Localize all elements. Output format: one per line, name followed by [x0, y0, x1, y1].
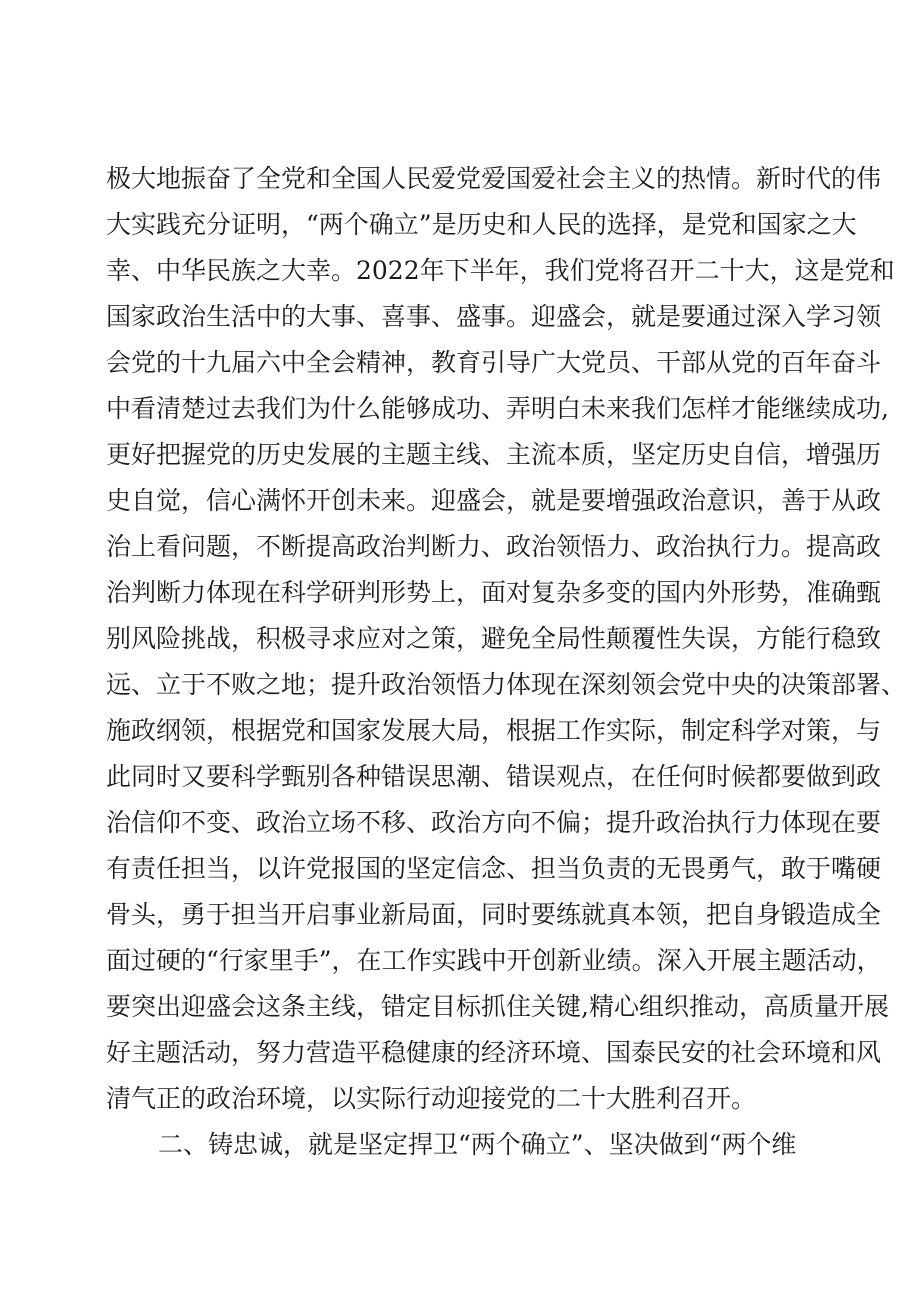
- text-line: 面过硬的“行家里手”，在工作实践中开创新业绩。深入开展主题活动，: [106, 946, 882, 975]
- text-line: 国家政治生活中的大事、喜事、盛事。迎盛会，就是要通过深入学习领: [106, 302, 882, 331]
- text-line: 要突出迎盛会这条主线，错定目标抓住关键,精心组织推动，高质量开展: [106, 992, 889, 1021]
- section-heading-line: 二、铸忠诚，就是坚定捍卫“两个确立”、坚决做到“两个维: [158, 1130, 797, 1159]
- text-line: 幸、中华民族之大幸。2022年下半年，我们党将召开二十大，这是党和: [106, 256, 895, 285]
- text-line: 治上看问题，不断提高政治判断力、政治领悟力、政治执行力。提高政: [106, 532, 882, 561]
- text-line: 远、立于不败之地；提升政治领悟力体现在深刻领会党中央的决策部署、: [106, 670, 907, 699]
- text-line: 中看清楚过去我们为什么能够成功、弄明白未来我们怎样才能继续成功,: [106, 394, 889, 423]
- text-line: 治信仰不变、政治立场不移、政治方向不偏；提升政治执行力体现在要: [106, 808, 882, 837]
- text-line: 骨头，勇于担当开启事业新局面，同时要练就真本领，把自身锻造成全: [106, 900, 882, 929]
- text-line: 好主题活动，努力营造平稳健康的经济环境、国泰民安的社会环境和风: [106, 1038, 882, 1067]
- text-line: 更好把握党的历史发展的主题主线、主流本质，坚定历史自信，增强历: [106, 440, 882, 469]
- text-line: 此同时又要科学甄别各种错误思潮、错误观点，在任何时候都要做到政: [106, 762, 882, 791]
- text-line: 会党的十九届六中全会精神，教育引导广大党员、干部从党的百年奋斗: [106, 348, 882, 377]
- text-line: 治判断力体现在科学研判形势上，面对复杂多变的国内外形势，准确甄: [106, 578, 882, 607]
- body-text: [106, 156, 907, 1168]
- text-line: 施政纲领，根据党和国家发展大局，根据工作实际，制定科学对策，与: [106, 716, 882, 745]
- text-line: 别风险挑战，积极寻求应对之策，避免全局性颠覆性失误，方能行稳致: [106, 624, 882, 653]
- text-line: 史自觉，信心满怀开创未来。迎盛会，就是要增强政治意识，善于从政: [106, 486, 882, 515]
- text-line: 有责任担当，以许党报国的坚定信念、担当负责的无畏勇气，敢于嘴硬: [106, 854, 882, 883]
- text-line: 极大地振奋了全党和全国人民爱党爱国爱社会主义的热情。新时代的伟: [106, 164, 882, 193]
- text-line: 大实践充分证明，“两个确立”是历史和人民的选择，是党和国家之大: [106, 210, 857, 239]
- text-line: 清气正的政治环境，以实际行动迎接党的二十大胜利召开。: [106, 1084, 757, 1113]
